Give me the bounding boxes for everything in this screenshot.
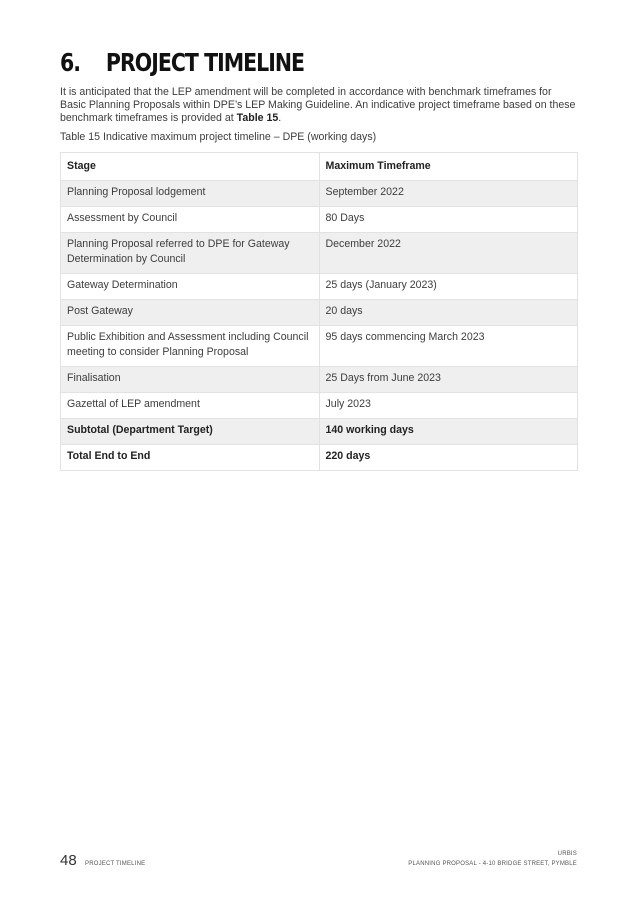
section-number: 6. [60,48,81,77]
section-heading [60,48,304,78]
timeframe-cell: December 2022 [319,233,578,274]
stage-cell: Subtotal (Department Target) [61,419,320,445]
stage-cell: Public Exhibition and Assessment including Council meeting to consider Planning Proposal [61,326,320,367]
timeframe-cell: 25 Days from June 2023 [319,367,578,393]
stage-cell: Planning Proposal lodgement [61,181,320,207]
footer-brand: URBIS [557,851,577,857]
timeline-table [60,152,578,471]
stage-cell: Total End to End [61,445,320,471]
intro-paragraph [60,86,580,125]
stage-cell: Assessment by Council [61,207,320,233]
footer-section-label: PROJECT TIMELINE [85,861,146,867]
subtotal-row [61,419,578,445]
table-row [61,367,578,393]
timeframe-cell: July 2023 [319,393,578,419]
page-number: 48 [60,852,77,869]
stage-cell: Gazettal of LEP amendment [61,393,320,419]
table-header-row [61,153,578,181]
timeframe-cell: 25 days (January 2023) [319,274,578,300]
section-title: PROJECT TIMELINE [105,48,305,77]
table-row [61,181,578,207]
stage-cell: Planning Proposal referred to DPE for Gateway Determination by Council [61,233,320,274]
timeframe-cell: 20 days [319,300,578,326]
timeframe-cell: 80 Days [319,207,578,233]
table-row [61,233,578,274]
intro-text: It is anticipated that the LEP amendment will be completed in accordance with benchmark timeframes for Basic Planning Proposals within DPE’s LEP Making Guideline. An indicative project timeframe based on these benchmark timeframes is provided at [60,86,576,124]
stage-cell: Finalisation [61,367,320,393]
footer-document-title: PLANNING PROPOSAL - 4-10 BRIDGE STREET, PYMBLE [408,861,577,867]
timeframe-cell: 95 days commencing March 2023 [319,326,578,367]
total-row [61,445,578,471]
table-caption: Table 15 Indicative maximum project timeline – DPE (working days) [60,131,377,143]
table-row [61,300,578,326]
header-stage: Stage [61,153,320,181]
timeframe-cell: 220 days [319,445,578,471]
header-timeframe: Maximum Timeframe [319,153,578,181]
table-row [61,393,578,419]
table-row [61,207,578,233]
table-reference: Table 15 [236,112,279,124]
table-row [61,274,578,300]
stage-cell: Post Gateway [61,300,320,326]
timeframe-cell: 140 working days [319,419,578,445]
stage-cell: Gateway Determination [61,274,320,300]
intro-end: . [278,112,282,124]
timeframe-cell: September 2022 [319,181,578,207]
table-row [61,326,578,367]
